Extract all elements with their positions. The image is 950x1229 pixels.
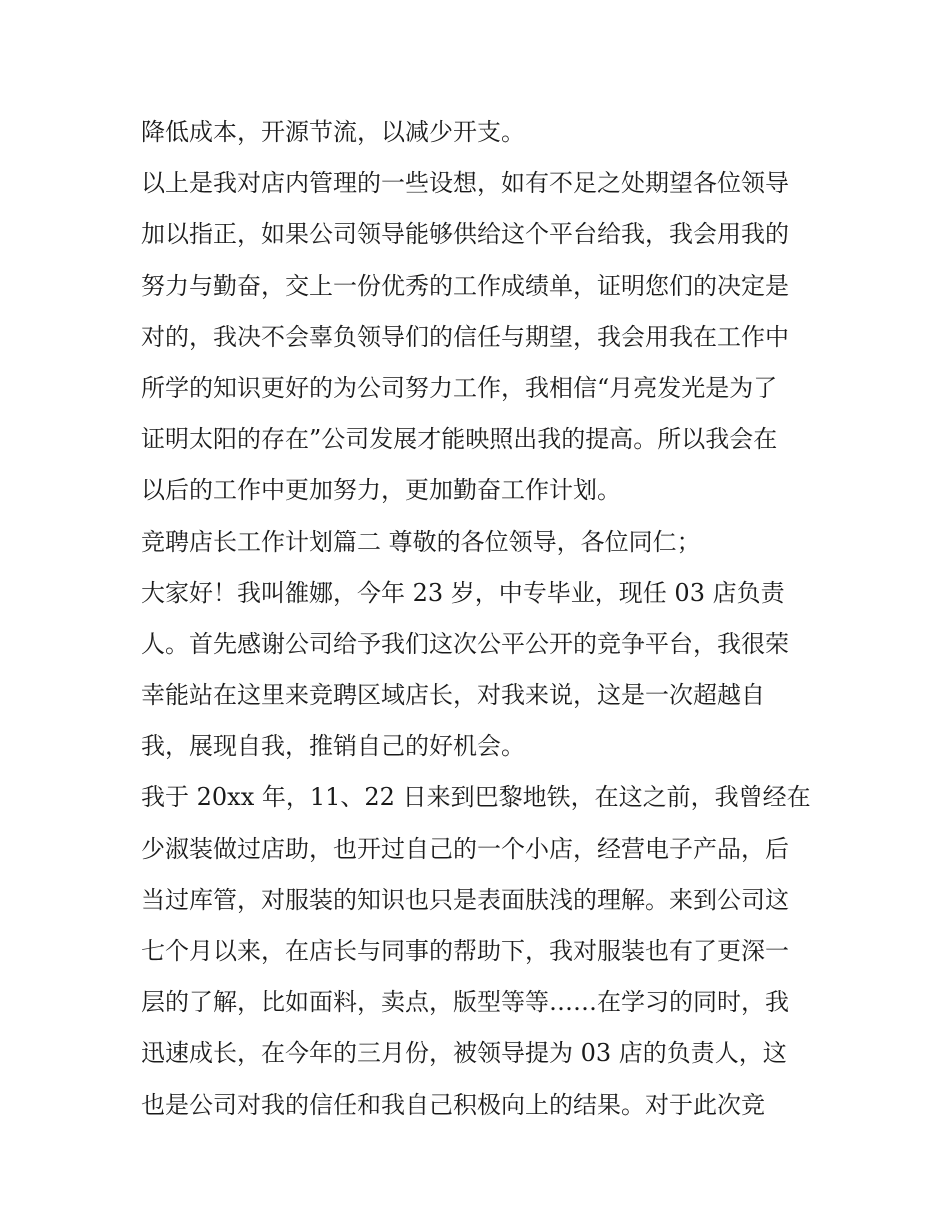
text-line: 大家好！我叫雒娜，今年 23 岁，中专毕业，现任 03 店负责 <box>141 578 785 607</box>
text-line: 当过库管，对服装的知识也只是表面肤浅的理解。来到公司这 <box>141 885 789 914</box>
text-line: 降低成本，开源节流，以减少开支。 <box>141 118 525 146</box>
text-line: 对的，我决不会辜负领导们的信任与期望，我会用我在工作中 <box>141 322 789 351</box>
text-line: 以后的工作中更加努力，更加勤奋工作计划。 <box>141 476 621 505</box>
text-line: 加以指正，如果公司领导能够供给这个平台给我，我会用我的 <box>141 220 789 249</box>
text-line: 七个月以来，在店长与同事的帮助下，我对服装也有了更深一 <box>141 937 789 965</box>
text-line: 以上是我对店内管理的一些设想，如有不足之处期望各位领导 <box>141 169 789 198</box>
document-body <box>141 107 831 1131</box>
text-line: 层的了解，比如面料，卖点，版型等等……在学习的同时，我 <box>141 988 789 1017</box>
text-line: 迅速成长，在今年的三月份，被领导提为 03 店的负责人，这 <box>141 1039 787 1068</box>
text-line: 幸能站在这里来竞聘区域店长，对我来说，这是一次超越自 <box>141 681 765 710</box>
text-line: 也是公司对我的信任和我自己积极向上的结果。对于此次竞 <box>141 1090 765 1119</box>
text-line: 少淑装做过店助，也开过自己的一个小店，经营电子产品，后 <box>141 834 789 863</box>
text-line: 我于 20xx 年，11、22 日来到巴黎地铁，在这之前，我曾经在 <box>141 783 811 812</box>
text-line: 努力与勤奋，交上一份优秀的工作成绩单，证明您们的决定是 <box>141 271 789 300</box>
text-line: 我，展现自我，推销自己的好机会。 <box>141 732 525 761</box>
section-heading-line: 竞聘店长工作计划篇二 尊敬的各位领导，各位同仁； <box>141 527 701 556</box>
text-line: 证明太阳的存在”公司发展才能映照出我的提高。所以我会在 <box>141 425 778 454</box>
text-line: 所学的知识更好的为公司努力工作，我相信“月亮发光是为了 <box>141 373 778 402</box>
text-line: 人。首先感谢公司给予我们这次公平公开的竞争平台，我很荣 <box>141 629 789 658</box>
